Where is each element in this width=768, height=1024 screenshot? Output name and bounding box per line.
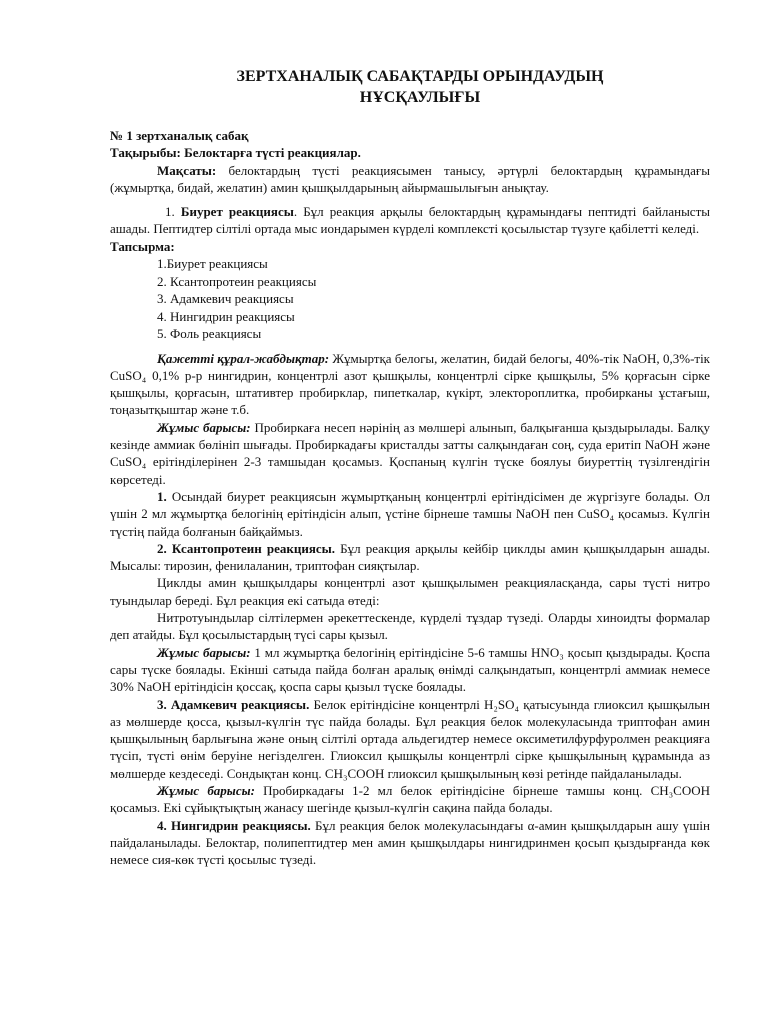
work-label-2: Жұмыс барысы: bbox=[157, 644, 251, 660]
biuret-intro-text: . Бұл реакция арқылы белоктардың құрамындағы пептидті байланысты ашады. Пептидтер сілтілі ортада мыс иондарымен күрделі комплексті қосылыстар түзуге қабілетті келеді. bbox=[110, 204, 710, 237]
work-label-3: Жұмыс барысы: bbox=[157, 783, 255, 798]
item-3-paragraph bbox=[110, 696, 710, 782]
biuret-intro bbox=[110, 203, 710, 238]
nitro-paragraph: Нитротуындылар сілтілермен әрекеттескенде, күрделі тұздар түзеді. Оларды хиноидты формалар деп атайды. Бұл қосылыстардың түсі сары қызыл. bbox=[110, 610, 710, 643]
work-procedure-2 bbox=[110, 644, 710, 696]
work-text-1: Пробиркаға несеп нәрінің аз мөлшері алынып, балқығанша қыздырылады. Балқу кезінде аммиак бөлініп шығады. Пробиркадағы кристалды затты салқындаған соң, суда еритіп NaOH және CuSO₄ ерітінділерінен 2-3 тамшыдан қосамыз. Қоспаның күлгін түске боялуы биуреттің түзілгендігін көрсетеді. bbox=[110, 419, 710, 487]
item-3-label: 3. Адамкевич реакциясы. bbox=[157, 696, 310, 712]
lesson-topic: Тақырыбы: Белоктарға түсті реакциялар. bbox=[110, 145, 361, 161]
lesson-number: № 1 зертханалық сабақ bbox=[110, 128, 249, 143]
item-1-text: Осындай биурет реакциясын жұмыртқаның концентрлі ерітіндісімен де жүргізуге болады. Ол үшін 2 мл жұмыртқа белогінің ерітіндісін алып, үстіне бірнеше тамшы NaOH пен CuSO₄ қосамыз. Күлгін түстің пайда болғанын байқаймыз. bbox=[110, 488, 710, 539]
task-list bbox=[157, 255, 710, 343]
item-2-paragraph bbox=[110, 540, 710, 575]
lesson-goal bbox=[110, 162, 710, 197]
cyclic-paragraph: Циклды амин қышқылдары концентрлі азот қышқылымен реакцияласқанда, сары түсті нитро туындылар береді. Бұл реакция екі сатыда өтеді: bbox=[110, 575, 710, 608]
item-3-text: Белок ерітіндісіне концентрлі H₂SO₄ қатысуында глиоксил қышқылын аз мөлшерде қосса, қызыл-күлгін түс пайда болады. Бұл реакция белок молекуласында триптофан амин қышқылының барлығына және оның сілтілі ортада альдегидтер немесе оксиметилфурфуролмен реакцияға түсіп, түсті өнім беруіне негізделген. Глиоксил қышқылы концентрлі сірке қышқылының құрамында аз мөлшерде кездеседі. Сондықтан конц. CH₃COOH глиоксил қышқылының көзі ретінде пайдаланылады. bbox=[110, 696, 710, 781]
item-4-paragraph bbox=[110, 817, 710, 869]
goal-label: Мақсаты: bbox=[157, 162, 217, 178]
task-item: 5. Фоль реакциясы bbox=[157, 326, 262, 342]
equipment-paragraph bbox=[110, 350, 710, 419]
task-item: 3. Адамкевич реакциясы bbox=[157, 291, 294, 307]
item-1-paragraph bbox=[110, 488, 710, 540]
equipment-text: Жұмыртқа белогы, желатин, бидай белогы, 40%-тік NaOH, 0,3%-тік CuSO₄ 0,1% р-р нингидрин, концентрлі азот қышқылы, концентрлі сірке қышқылы, 5% қорғасын сірке қышқылы, қорғасын, штативтер пробирклар, пипеткалар, күкірт, электороплитка, пробирканы ұстағыш, тоңазытқыштар және т.б. bbox=[110, 350, 711, 418]
work-label-1: Жұмыс барысы: bbox=[157, 419, 251, 435]
goal-text: белоктардың түсті реакциясымен танысу, әртүрлі белоктардың құрамындағы (жұмыртқа, бидай, желатин) амин қышқылдарының айырмашылығын анықтау. bbox=[110, 162, 710, 195]
biuret-intro-number: 1. bbox=[165, 204, 181, 220]
work-text-3: Пробиркадағы 1-2 мл белок ерітіндісіне бірнеше тамшы конц. CH₃COOH қосамыз. Екі сұйықтықтың жанасу шегінде қызыл-күлгін сақина пайда болады. bbox=[110, 783, 710, 816]
task-item: 1.Биурет реакциясы bbox=[157, 256, 268, 272]
item-2-text: Бұл реакция арқылы кейбір циклды амин қышқылдарын ашады. Мысалы: тирозин, фенилаланин, триптофан сияқтылар. bbox=[110, 540, 710, 574]
document-title bbox=[110, 66, 710, 108]
item-2-label: 2. Ксантопротеин реакциясы. bbox=[157, 540, 336, 556]
work-text-2: 1 мл жұмыртқа белогінің ерітіндісіне 5-6 тамшы HNO₃ қосып қыздырады. Қоспа сары түске боялады. Екінші сатыда пайда болған аралық өнімді салқындатып, концентрлі аммиак немесе 30% NaOH ерітіндісін қоссақ, қоспа сары қызыл түске боялады. bbox=[110, 644, 710, 695]
task-item: 2. Ксантопротеин реакциясы bbox=[157, 273, 317, 289]
equipment-label: Қажетті құрал-жабдықтар: bbox=[157, 350, 330, 366]
work-procedure-1 bbox=[110, 419, 710, 488]
title-line-1: ЗЕРТХАНАЛЫҚ САБАҚТАРДЫ ОРЫНДАУДЫҢ bbox=[236, 68, 604, 85]
title-line-2: НҰСҚАУЛЫҒЫ bbox=[359, 89, 481, 106]
work-procedure-3 bbox=[110, 782, 710, 817]
item-1-number: 1. bbox=[157, 488, 167, 504]
task-label: Тапсырма: bbox=[110, 238, 175, 254]
biuret-intro-label: Биурет реакциясы bbox=[180, 204, 294, 220]
item-4-label: 4. Нингидрин реакциясы. bbox=[157, 817, 311, 833]
task-item: 4. Нингидрин реакциясы bbox=[157, 308, 295, 324]
document-page bbox=[110, 66, 710, 868]
item-4-text: Бұл реакция белок молекуласындағы α-амин қышқылдарын ашу үшін пайдаланылады. Белоктар, полипептидтер мен амин қышқылдары нингидринмен қосып қыздырғанда көк немесе сия-көк түсті қосылыс түзеді. bbox=[110, 817, 710, 868]
